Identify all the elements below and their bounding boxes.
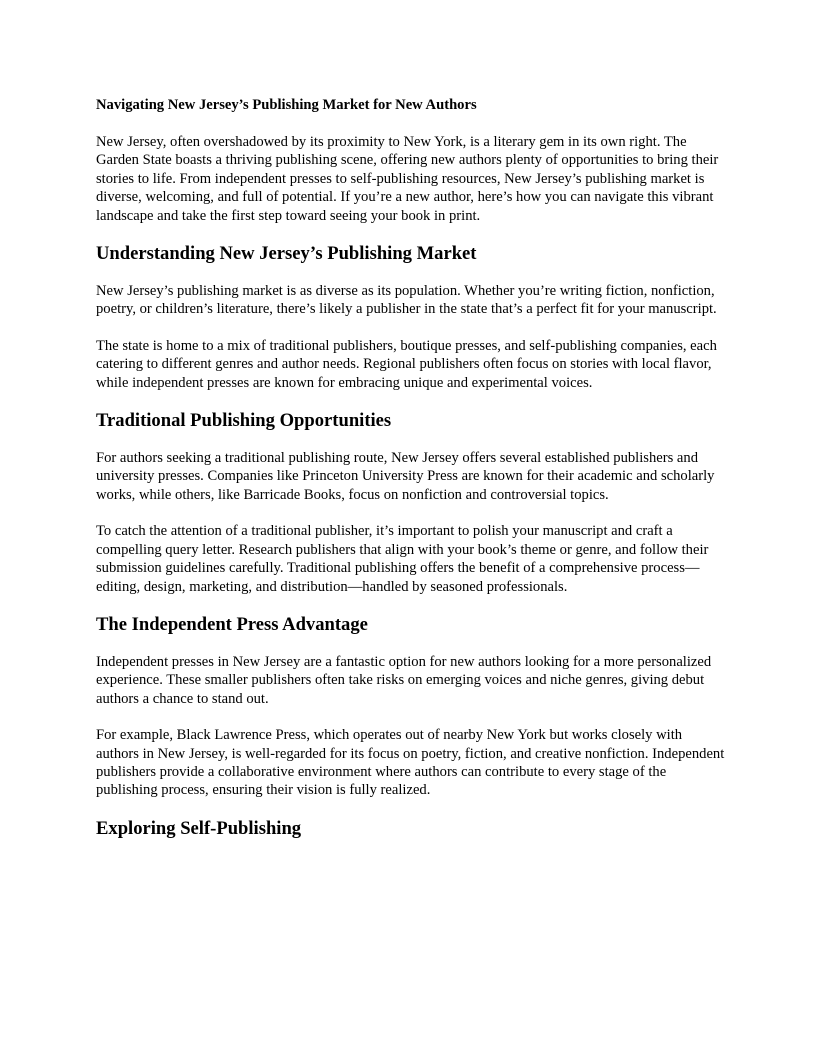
section-understanding-market — [96, 243, 726, 392]
section-independent-press — [96, 614, 726, 800]
section-heading: Exploring Self-Publishing — [96, 817, 302, 839]
body-paragraph: For example, Black Lawrence Press, which operates out of nearby New York but works closely with authors in New Jersey, is well-regarded for its focus on poetry, fiction, and creative nonfiction. Independent publishers provide a collaborative environment where authors can contribute to every stage of the publishing process, ensuring their vision is fully realized. — [96, 727, 725, 799]
body-paragraph: The state is home to a mix of traditional publishers, boutique presses, and self-publishing companies, each catering to different genres and author needs. Regional publishers often focus on stories with local flavor, while independent presses are known for embracing unique and experimental voices. — [96, 337, 717, 391]
document-page — [96, 96, 726, 857]
section-heading: Understanding New Jersey’s Publishing Market — [96, 243, 477, 265]
section-traditional-publishing — [96, 410, 726, 596]
section-heading: The Independent Press Advantage — [96, 613, 368, 635]
intro-paragraph: New Jersey, often overshadowed by its proximity to New York, is a literary gem in its own right. The Garden State boasts a thriving publishing scene, offering new authors plenty of opportunities to bring their stories to life. From independent presses to self-publishing resources, New Jersey’s publishing market is diverse, welcoming, and full of potential. If you’re a new author, here’s how you can navigate this vibrant landscape and take the first step toward seeing your book in print. — [96, 134, 719, 224]
body-paragraph: New Jersey’s publishing market is as diverse as its population. Whether you’re writing fiction, nonfiction, poetry, or children’s literature, there’s likely a publisher in the state that’s a perfect fit for your manuscript. — [96, 283, 717, 318]
body-paragraph: For authors seeking a traditional publishing route, New Jersey offers several established publishers and university presses. Companies like Princeton University Press are known for their academic and scholarly works, while others, like Barricade Books, focus on nonfiction and controversial topics. — [96, 450, 715, 503]
section-heading: Traditional Publishing Opportunities — [96, 410, 392, 432]
section-self-publishing — [96, 818, 726, 840]
body-paragraph: Independent presses in New Jersey are a fantastic option for new authors looking for a more personalized experience. These smaller publishers often take risks on emerging voices and niche genres, giving debut authors a chance to stand out. — [96, 653, 712, 707]
body-paragraph: To catch the attention of a traditional publisher, it’s important to polish your manuscript and craft a compelling query letter. Research publishers that align with your book’s theme or genre, and follow their submission guidelines carefully. Traditional publishing offers the benefit of a comprehensive process—editing, design, marketing, and distribution—handled by seasoned professionals. — [96, 523, 709, 595]
document-title: Navigating New Jersey’s Publishing Market for New Authors — [96, 97, 477, 113]
